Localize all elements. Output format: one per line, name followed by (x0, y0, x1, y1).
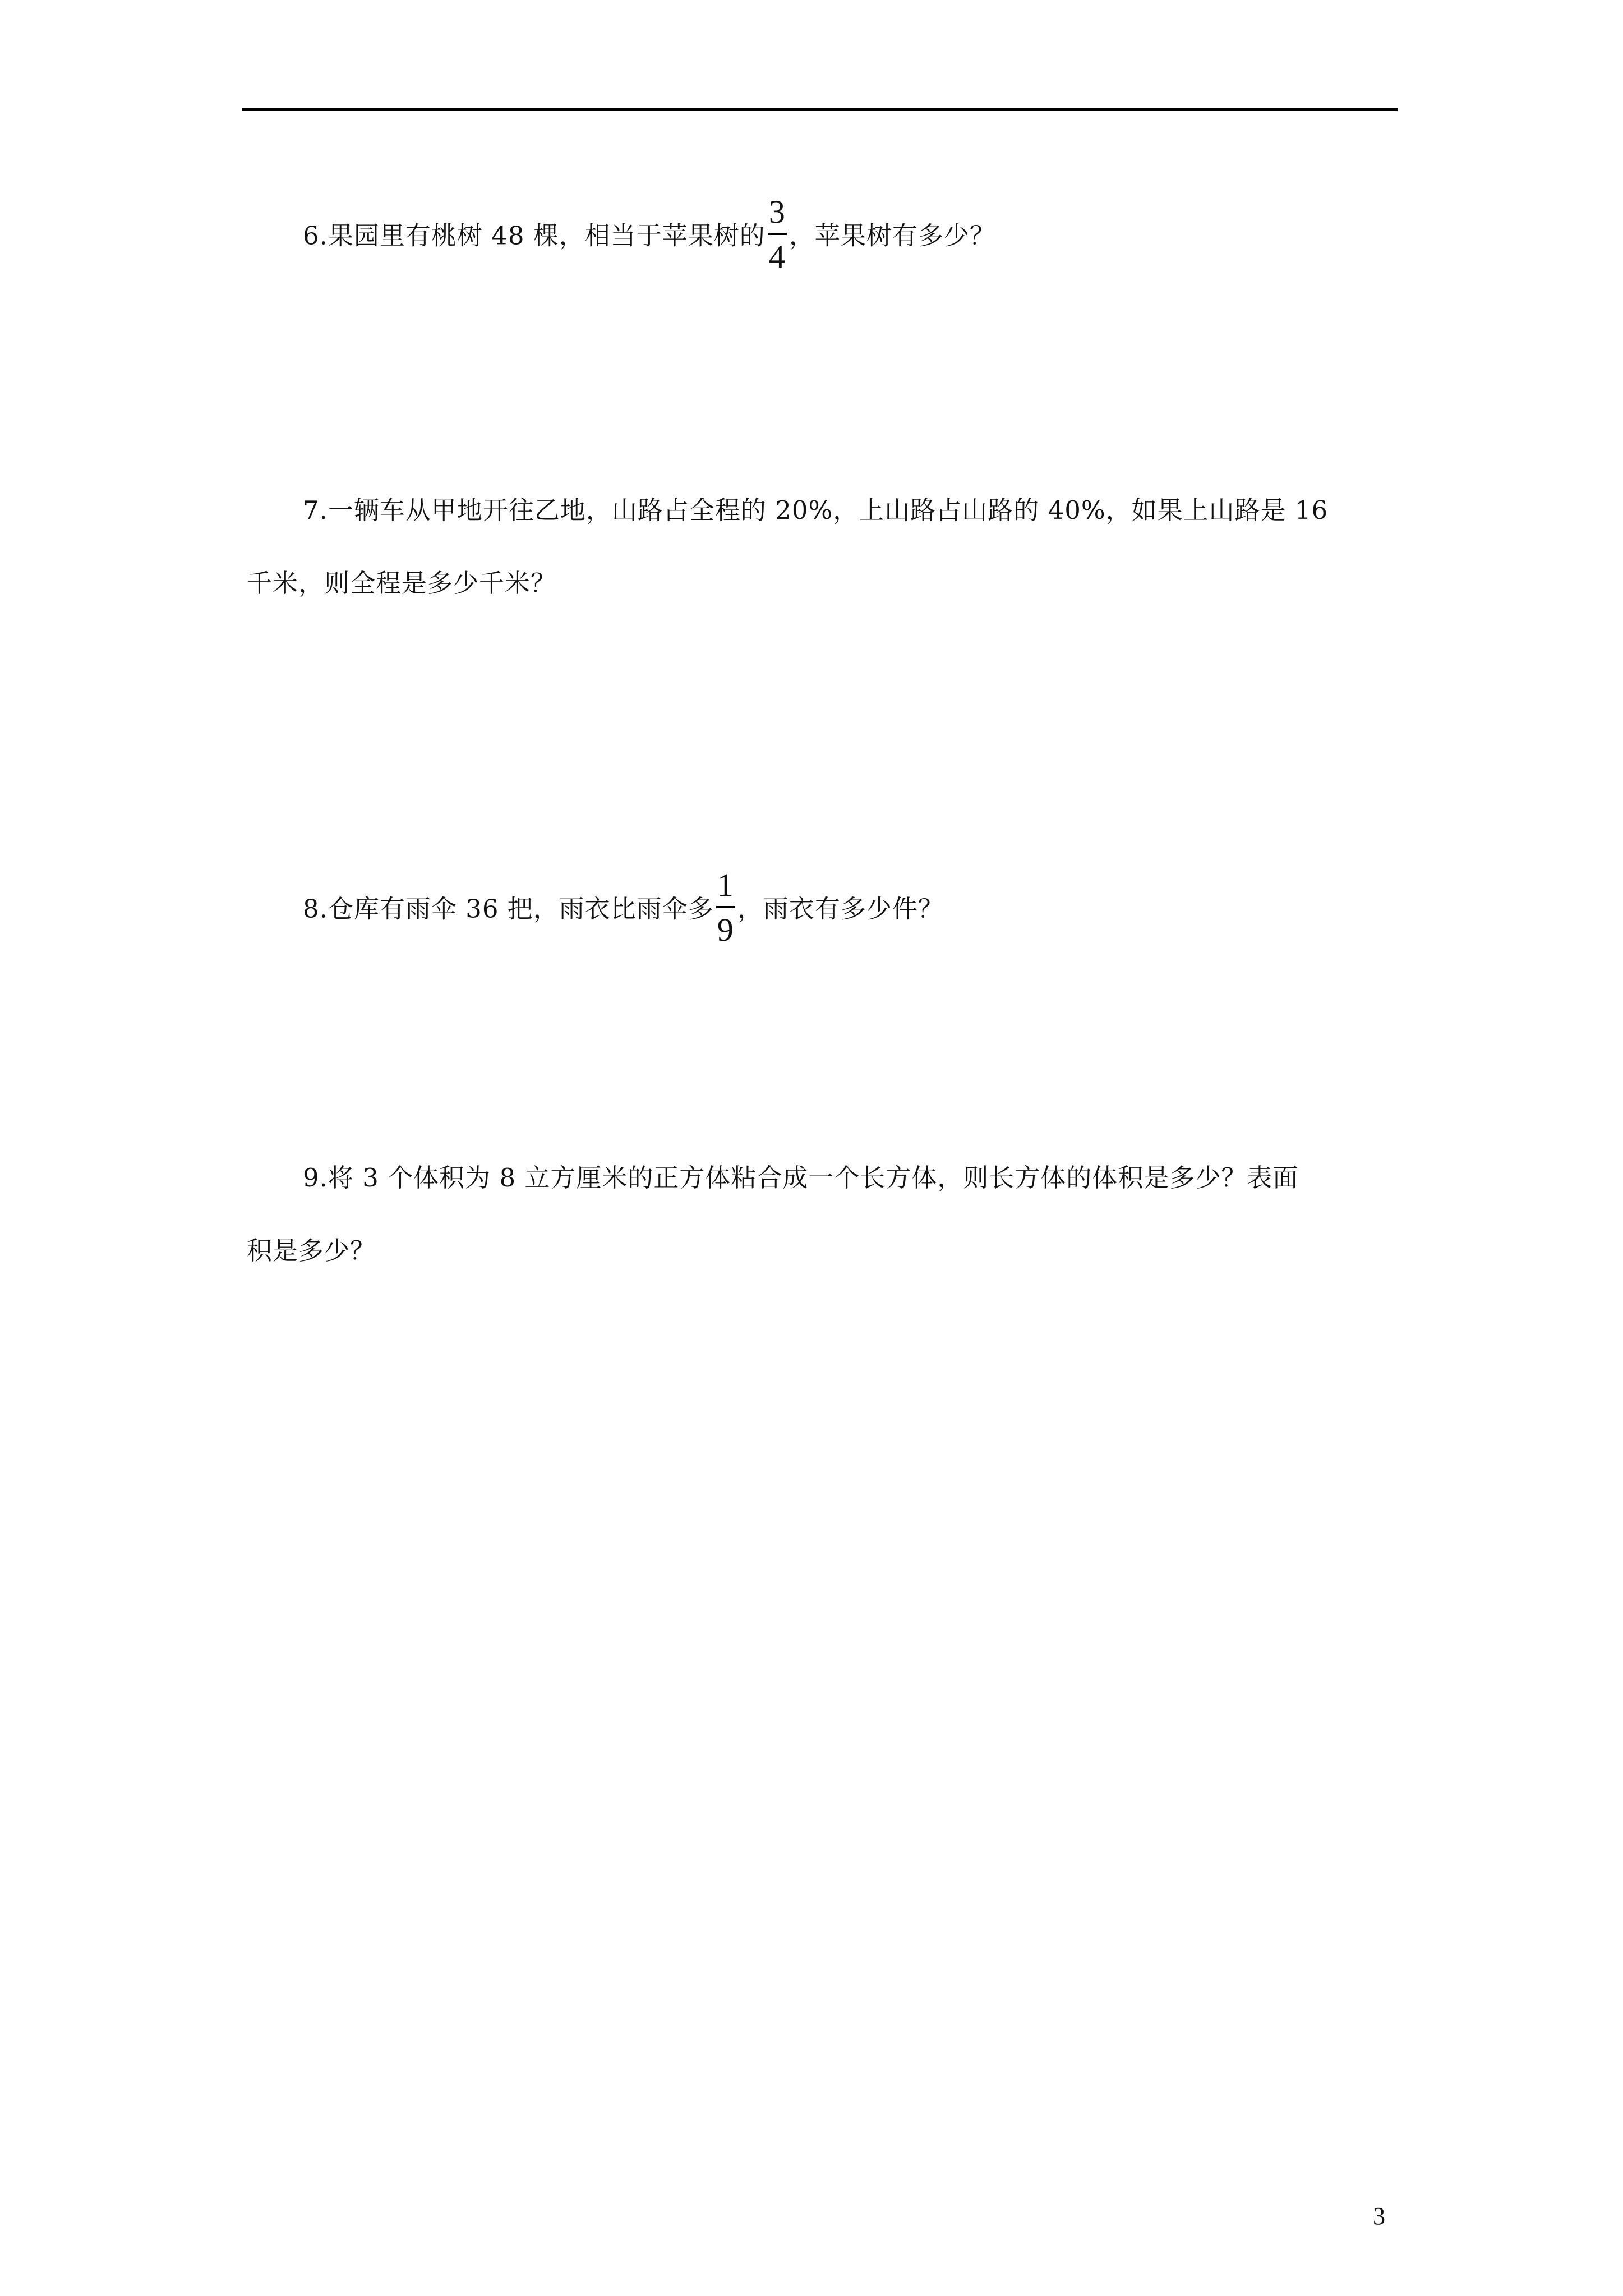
question-8-line (247, 867, 1402, 950)
question-9-line-2: 积是多少？ (247, 1236, 376, 1266)
header-rule (242, 108, 1398, 111)
question-7-line-1: 7.一辆车从甲地开往乙地，山路占全程的 20%，上山路占山路的 40%，如果上山路是 16 (303, 495, 1329, 525)
fraction-denominator: 4 (768, 238, 786, 275)
question-9-line-1: 9.将 3 个体积为 8 立方厘米的正方体粘合成一个长方体，则长方体的体积是多少？表面 (303, 1163, 1299, 1193)
question-6-text-before: 6.果园里有桃树 48 棵，相当于苹果树的 (303, 220, 766, 251)
question-6 (247, 194, 1402, 277)
question-7-line-2: 千米，则全程是多少千米？ (247, 568, 557, 598)
question-6-text-after: ，苹果树有多少？ (789, 220, 995, 251)
question-6-line (247, 194, 1402, 277)
fraction-denominator: 9 (717, 912, 734, 948)
fraction-bar (716, 906, 735, 908)
question-8-text-after: ，雨衣有多少件？ (737, 894, 944, 924)
fraction-3-4 (768, 196, 787, 273)
fraction-bar (768, 233, 787, 235)
question-8-text-before: 8.仓库有雨伞 36 把，雨衣比雨伞多 (303, 894, 714, 924)
page-number: 3 (1373, 2202, 1385, 2230)
question-8 (247, 867, 1402, 950)
fraction-1-9 (716, 869, 735, 946)
fraction-numerator: 3 (768, 194, 786, 230)
question-7 (247, 474, 1402, 620)
question-9 (247, 1142, 1402, 1287)
fraction-numerator: 1 (717, 867, 734, 903)
